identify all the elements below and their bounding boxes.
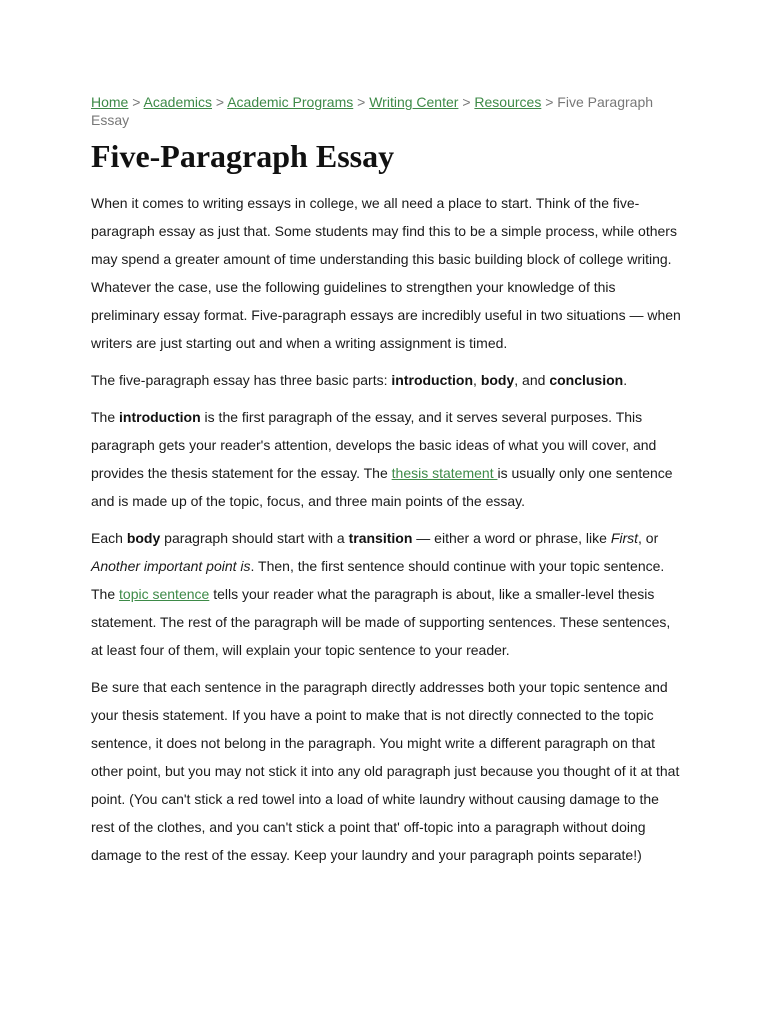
paragraph-intro: When it comes to writing essays in college, we all need a place to start. Think of the five-paragraph essay as just that. Some students may find this to be a simple process, while others may spend a greater amount of time understanding this basic building block of college writing. Whatever the case, use the following guidelines to strengthen your knowledge of this preliminary essay format. Five-paragraph essays are incredibly useful in two situations — when writers are just starting out and when a writing assignment is timed. bbox=[91, 195, 681, 351]
breadcrumb-separator: > bbox=[545, 94, 558, 110]
breadcrumb bbox=[91, 93, 681, 129]
bold-term-body: body bbox=[126, 530, 161, 546]
bold-term-conclusion: conclusion bbox=[549, 372, 624, 388]
article bbox=[91, 93, 681, 878]
text: , and bbox=[514, 372, 550, 388]
breadcrumb-link-writing-center[interactable]: Writing Center bbox=[369, 94, 459, 110]
text: paragraph should start with a bbox=[160, 530, 349, 546]
italic-example-first: First bbox=[610, 530, 639, 546]
paragraph-body bbox=[91, 524, 681, 664]
text: is the first paragraph of the essay, and it serves several purposes. This paragraph gets your reader's attention, develops the basic ideas of what you will cover, and provides the thesis statement for the essay. The bbox=[91, 409, 657, 481]
bold-term-transition: transition bbox=[348, 530, 413, 546]
text: . Then, the first sentence should continue with your topic sentence. The bbox=[91, 558, 665, 602]
breadcrumb-link-academic-programs[interactable]: Academic Programs bbox=[227, 94, 354, 110]
text: . bbox=[623, 372, 628, 388]
breadcrumb-separator: > bbox=[132, 94, 144, 110]
paragraph-focus: Be sure that each sentence in the paragraph directly addresses both your topic sentence and your thesis statement. If you have a point to make that is not directly connected to the topic sentence, it does not belong in the paragraph. You might write a different paragraph on that other point, but you may not stick it into any old paragraph just because you thought of it at that point. (You can't stick a red towel into a load of white laundry without causing damage to the rest of the clothes, and you can't stick a point that' off-topic into a paragraph without doing damage to the rest of the essay. Keep your laundry and your paragraph points separate!) bbox=[91, 679, 680, 863]
italic-example-another-point: Another important point is bbox=[91, 558, 251, 574]
text: , or bbox=[638, 530, 659, 546]
text: Each bbox=[91, 530, 127, 546]
text: , bbox=[473, 372, 481, 388]
text: is usually only one sentence and is made up of the topic, focus, and three main points of the essay. bbox=[91, 465, 673, 509]
breadcrumb-separator: > bbox=[462, 94, 475, 110]
breadcrumb-link-home[interactable]: Home bbox=[91, 94, 129, 110]
text: The bbox=[91, 409, 120, 425]
paragraph-parts bbox=[91, 366, 681, 394]
thesis-statement-link[interactable]: thesis statement bbox=[391, 465, 498, 481]
breadcrumb-current: Five Paragraph Essay bbox=[91, 94, 654, 128]
text: — either a word or phrase, like bbox=[412, 530, 611, 546]
bold-term-introduction: introduction bbox=[391, 372, 474, 388]
text: The five-paragraph essay has three basic parts: bbox=[91, 372, 392, 388]
breadcrumb-separator: > bbox=[215, 94, 228, 110]
bold-term-body: body bbox=[480, 372, 515, 388]
breadcrumb-separator: > bbox=[357, 94, 370, 110]
paragraph-introduction bbox=[91, 403, 681, 515]
breadcrumb-link-academics[interactable]: Academics bbox=[143, 94, 213, 110]
bold-term-introduction: introduction bbox=[119, 409, 201, 425]
breadcrumb-link-resources[interactable]: Resources bbox=[474, 94, 542, 110]
text: tells your reader what the paragraph is about, like a smaller-level thesis statement. The rest of the paragraph will be made of supporting sentences. These sentences, at least four of them, will explain your topic sentence to your reader. bbox=[91, 586, 671, 658]
topic-sentence-link[interactable]: topic sentence bbox=[119, 586, 210, 602]
page-title: Five-Paragraph Essay bbox=[91, 138, 395, 174]
